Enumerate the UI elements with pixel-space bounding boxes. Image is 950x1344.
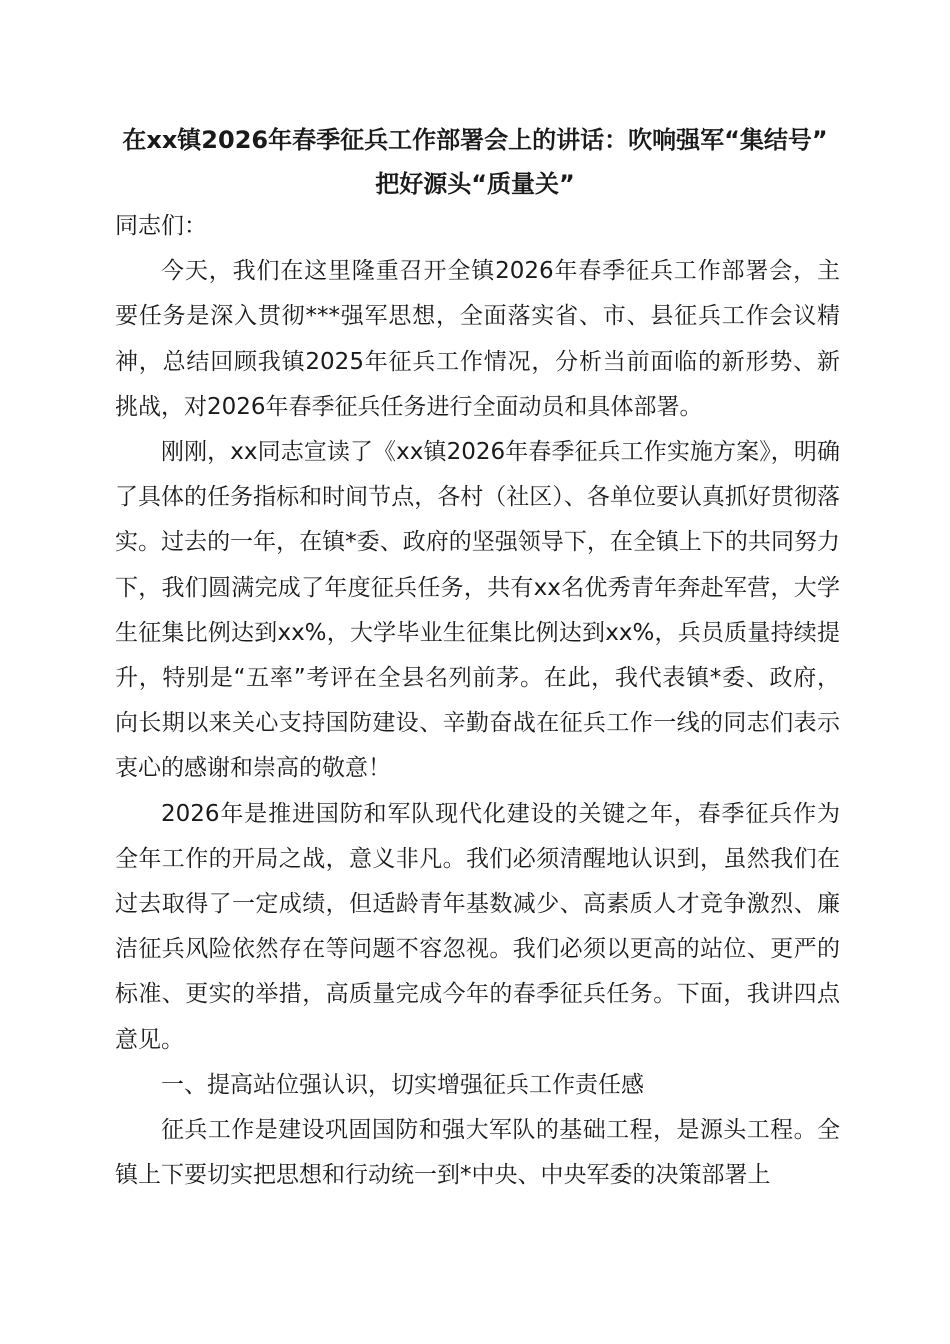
section-heading-1: 一、提高站位强认识，切实增强征兵工作责任感 xyxy=(161,1071,644,1098)
document-title: 在xx镇2026年春季征兵工作部署会上的讲话：吹响强军“集结号” 把好源头“质量关” xyxy=(122,126,828,198)
salutation: 同志们： xyxy=(115,213,207,239)
paragraph-situation: 2026年是推进国防和军队现代化建设的关键之年，春季征兵作为全年工作的开局之战，意义非凡。我们必须清醒地认识到，虽然我们在过去取得了一定成绩，但适龄青年基数减少、高素质人才竞争激烈、廉洁征兵风险依然存在等问题不容忽视。我们必须以更高的站位、更严的标准、更实的举措，高质量完成今年的春季征兵任务。下面，我讲四点意见。 xyxy=(115,800,840,1053)
paragraph-section-1: 征兵工作是建设巩固国防和强大军队的基础工程，是源头工程。全镇上下要切实把思想和行动统一到*中央、中央军委的决策部署上 xyxy=(115,1117,840,1189)
document-body xyxy=(115,204,840,1198)
paragraph-review: 刚刚，xx同志宣读了《xx镇2026年春季征兵工作实施方案》，明确了具体的任务指标和时间节点，各村（社区）、各单位要认真抓好贯彻落实。过去的一年，在镇*委、政府的坚强领导下，在全镇上下的共同努力下，我们圆满完成了年度征兵任务，共有xx名优秀青年奔赴军营，大学生征集比例达到xx%，大学毕业生征集比例达到xx%，兵员质量持续提升，特别是“五率”考评在全县名列前茅。在此，我代表镇*委、政府，向长期以来关心支持国防建设、辛勤奋战在征兵工作一线的同志们表示衷心的感谢和崇高的敬意！ xyxy=(115,439,840,782)
paragraph-intro: 今天，我们在这里隆重召开全镇2026年春季征兵工作部署会，主要任务是深入贯彻***强军思想，全面落实省、市、县征兵工作会议精神，总结回顾我镇2025年征兵工作情况，分析当前面临的新形势、新挑战，对2026年春季征兵任务进行全面动员和具体部署。 xyxy=(115,258,840,420)
